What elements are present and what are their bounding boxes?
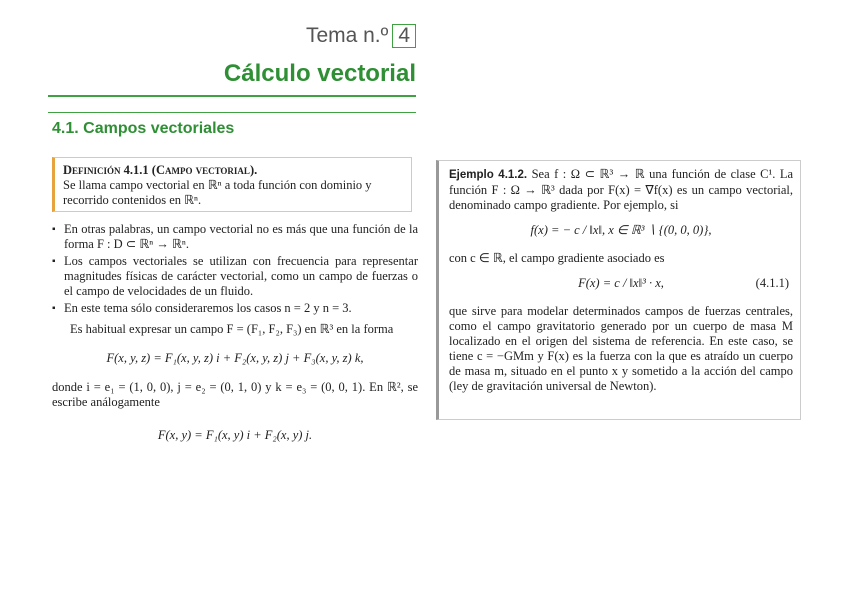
chapter-label: Tema n.º	[305, 24, 389, 47]
example-label: Ejemplo 4.1.2.	[449, 169, 528, 181]
list-item: ▪ Los campos vectoriales se utilizan con frecuencia para representar magnitudes físicas de carácter vectorial, como un campo de fuerzas o el campo de velocidades de un fluido.	[52, 254, 418, 299]
equation: f(x) = − c / ‖x‖, x ∈ ℝ³ ∖ {(0, 0, 0)},	[530, 223, 712, 237]
bullet-list	[52, 222, 418, 316]
section-rule	[48, 112, 416, 113]
equation: F(x, y) = F₁(x, y) i + F₂(x, y) j.	[157, 428, 313, 442]
equation-row	[449, 213, 793, 251]
definition-text: Se llama campo vectorial en ℝⁿ a toda función con dominio y recorrido contenidos en ℝⁿ.	[63, 178, 372, 207]
body-paragraph: donde i = e₁ = (1, 0, 0), j = e₂ = (0, 1, 0) y k = e₃ = (0, 0, 1). En ℝ², se escribe análogamente	[52, 380, 418, 409]
equation-number: (4.1.1)	[755, 276, 789, 290]
definition-box	[52, 157, 412, 212]
equation: F(x, y, z) = F₁(x, y, z) i + F₂(x, y, z) j + F₃(x, y, z) k,	[106, 351, 364, 365]
list-item: ▪ En este tema sólo consideraremos los casos n = 2 y n = 3.	[52, 301, 418, 316]
example-text: con c ∈ ℝ, el campo gradiente asociado es	[449, 251, 665, 265]
chapter-header	[300, 24, 416, 48]
chapter-number-badge: 4	[392, 24, 416, 48]
body-paragraph: Es habitual expresar un campo F = (F₁, F₂, F₃) en ℝ³ en la forma	[70, 322, 394, 336]
equation: F(x) = c / ‖x‖³ · x,	[578, 276, 664, 290]
header-rule	[48, 95, 416, 97]
example-text: que sirve para modelar determinados campos de fuerzas centrales, como el campo gravitatorio generado por un cuerpo de masa M localizado en el origen del sistema de referencia. En este caso, se tiene c = −GMm y F(x) es la fuerza con la que es atraído un cuerpo de masa m, situado en el punto x y sometido a la acción del campo (ley de gravitación universal de Newton).	[449, 304, 793, 393]
chapter-title: Cálculo vectorial	[223, 60, 416, 87]
left-column	[52, 222, 418, 457]
equation-row	[449, 266, 793, 304]
definition-heading: Definición 4.1.1 (Campo vectorial).	[63, 163, 258, 177]
section-title: 4.1. Campos vectoriales	[52, 120, 235, 137]
example-text: Sea f : Ω ⊂ ℝ³ → ℝ una función de clase C¹. La función F : Ω → ℝ³ dada por F(x) = ∇f(x) es un campo vectorial, denominado campo gradiente. Por ejemplo, si	[449, 167, 794, 212]
example-box	[436, 160, 801, 420]
list-item: ▪ En otras palabras, un campo vectorial no es más que una función de la forma F : D ⊂ ℝⁿ → ℝⁿ.	[52, 222, 418, 252]
